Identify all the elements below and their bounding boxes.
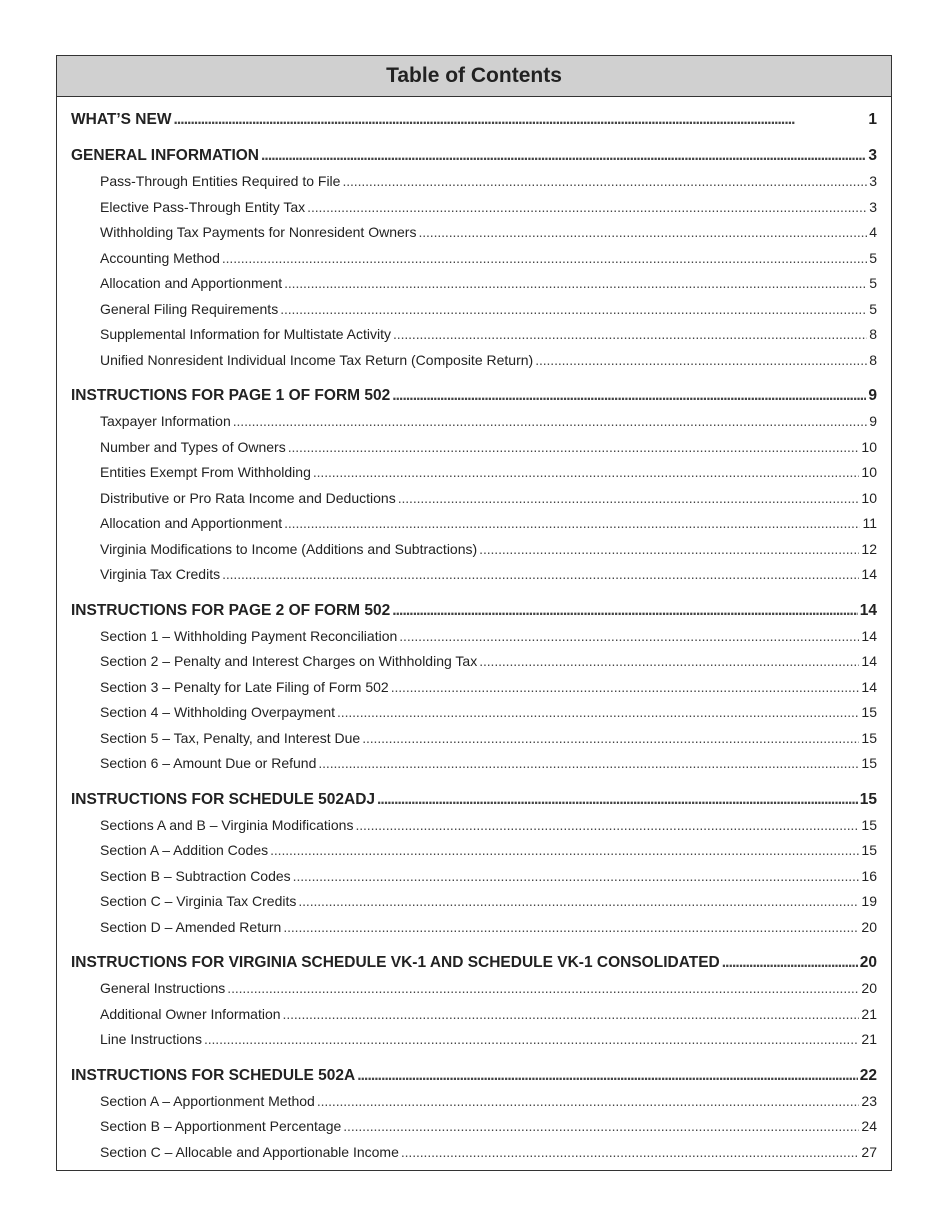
- toc-entry-label: Pass-Through Entities Required to File: [100, 173, 341, 189]
- toc-entry-label: Elective Pass-Through Entity Tax: [100, 198, 306, 215]
- toc-entry-label: Section B – Apportionment Percentage: [100, 1118, 342, 1134]
- dot-leader: [362, 726, 859, 752]
- toc-entry-label: General Filing Requirements: [100, 300, 279, 317]
- toc-entry[interactable]: [71, 348, 877, 374]
- dot-leader: [227, 976, 859, 1002]
- toc-entry-label: Entities Exempt From Withholding: [100, 464, 311, 480]
- toc-entry-label: Section D – Amended Return: [100, 918, 282, 935]
- toc-page-number: 10: [861, 464, 877, 480]
- dot-leader: [392, 383, 866, 409]
- dot-leader: [722, 950, 858, 976]
- toc-entry-label: Section 6 – Amount Due or Refund: [100, 755, 317, 771]
- toc-section-heading[interactable]: [71, 787, 877, 813]
- toc-entry-label: General Instructions: [100, 980, 226, 996]
- toc-entry[interactable]: [71, 169, 877, 195]
- toc-page-number: 21: [861, 1031, 877, 1047]
- dot-leader: [280, 297, 867, 323]
- toc-entry-label: Section C – Allocable and Apportionable Income: [100, 1143, 399, 1160]
- toc-entry-label: Virginia Modifications to Income (Additions and Subtractions): [100, 540, 478, 557]
- dot-leader: [479, 649, 859, 675]
- toc-entry-label: Virginia Tax Credits: [100, 566, 221, 582]
- dot-leader: [293, 864, 860, 890]
- toc-entry[interactable]: [71, 435, 877, 461]
- toc-heading-label: INSTRUCTIONS FOR SCHEDULE 502ADJ: [71, 790, 376, 808]
- dot-leader: [222, 246, 867, 272]
- toc-page-number: 15: [861, 816, 877, 833]
- toc-page-number: 10: [861, 489, 877, 506]
- toc-entry[interactable]: [71, 562, 877, 588]
- toc-entry-label: Section 5 – Tax, Penalty, and Interest Due: [100, 729, 361, 746]
- toc-box: [56, 55, 892, 1171]
- toc-entry[interactable]: [71, 409, 877, 435]
- dot-leader: [391, 675, 860, 701]
- dot-leader: [393, 322, 867, 348]
- toc-page-number: 15: [861, 842, 877, 858]
- toc-entry[interactable]: [71, 246, 877, 272]
- dot-leader: [337, 700, 859, 726]
- toc-page-number: 14: [861, 566, 877, 582]
- dot-leader: [173, 107, 866, 133]
- toc-section-heading[interactable]: [71, 1063, 877, 1089]
- toc-entry-label: Unified Nonresident Individual Income Tax Return (Composite Return): [100, 351, 534, 368]
- dot-leader: [317, 1089, 860, 1115]
- toc-entry-label: Section C – Virginia Tax Credits: [100, 893, 297, 909]
- toc-page-number: 19: [861, 893, 877, 909]
- toc-entry[interactable]: [71, 726, 877, 752]
- dot-leader: [222, 562, 859, 588]
- toc-entry-label: Additional Owner Information: [100, 1005, 281, 1022]
- toc-entry[interactable]: [71, 1114, 877, 1140]
- dot-leader: [283, 1002, 860, 1028]
- toc-heading-label: INSTRUCTIONS FOR VIRGINIA SCHEDULE VK-1 AND SCHEDULE VK-1 CONSOLIDATED: [71, 954, 720, 971]
- toc-page-number: 16: [861, 867, 877, 884]
- toc-entry[interactable]: [71, 322, 877, 348]
- dot-leader: [343, 1114, 859, 1140]
- toc-page-number: 20: [861, 918, 877, 935]
- dot-leader: [261, 143, 866, 169]
- toc-entry-label: Number and Types of Owners: [100, 438, 286, 455]
- toc-page-number: 15: [861, 704, 877, 720]
- toc-page-number: 3: [868, 147, 877, 164]
- dot-leader: [418, 220, 867, 246]
- toc-entry-label: Supplemental Information for Multistate Activity: [100, 326, 392, 342]
- dot-leader: [401, 1140, 860, 1166]
- toc-heading-label: INSTRUCTIONS FOR PAGE 1 OF FORM 502: [71, 387, 391, 404]
- toc-entry[interactable]: [71, 1002, 877, 1028]
- toc-section: [71, 143, 877, 373]
- toc-entry-label: Line Instructions: [100, 1031, 202, 1047]
- toc-entry-label: Taxpayer Information: [100, 413, 231, 429]
- toc-entry-label: Withholding Tax Payments for Nonresident Owners: [100, 224, 417, 240]
- toc-page-number: 23: [861, 1092, 877, 1109]
- toc-entry[interactable]: [71, 813, 877, 839]
- toc-entry[interactable]: [71, 751, 877, 777]
- toc-body: [57, 97, 891, 1165]
- toc-page-number: 5: [869, 300, 877, 317]
- dot-leader: [204, 1027, 859, 1053]
- dot-leader: [288, 435, 860, 461]
- toc-section-heading[interactable]: [71, 950, 877, 976]
- toc-entry[interactable]: [71, 297, 877, 323]
- toc-page-number: 15: [859, 790, 877, 808]
- toc-entry-label: Accounting Method: [100, 249, 220, 266]
- toc-page-number: 10: [861, 438, 877, 455]
- toc-entry[interactable]: [71, 1089, 877, 1115]
- toc-heading-label: INSTRUCTIONS FOR PAGE 2 OF FORM 502: [71, 601, 391, 619]
- toc-entry[interactable]: [71, 864, 877, 890]
- toc-entry-label: Allocation and Apportionment: [100, 515, 283, 531]
- dot-leader: [535, 348, 867, 374]
- toc-page-number: 1: [868, 111, 877, 128]
- dot-leader: [357, 1063, 858, 1089]
- toc-page-number: 8: [869, 351, 877, 368]
- toc-entry[interactable]: [71, 1140, 877, 1166]
- toc-section-heading[interactable]: [71, 107, 877, 133]
- toc-entry-label: Section A – Apportionment Method: [100, 1092, 315, 1109]
- toc-entry-label: Allocation and Apportionment: [100, 275, 283, 291]
- toc-entry[interactable]: [71, 675, 877, 701]
- dot-leader: [392, 598, 858, 624]
- toc-page-number: 27: [861, 1143, 877, 1160]
- toc-section: [71, 383, 877, 588]
- toc-entry-label: Section 1 – Withholding Payment Reconciliation: [100, 627, 398, 644]
- toc-entry[interactable]: [71, 195, 877, 221]
- toc-page-number: 24: [861, 1118, 877, 1134]
- toc-section-heading[interactable]: [71, 383, 877, 409]
- toc-entry[interactable]: [71, 649, 877, 675]
- toc-page-number: 3: [869, 173, 877, 189]
- toc-entry-label: Section B – Subtraction Codes: [100, 867, 291, 884]
- toc-page-number: 20: [861, 980, 877, 996]
- dot-leader: [284, 271, 867, 297]
- toc-entry-label: Section 4 – Withholding Overpayment: [100, 704, 336, 720]
- toc-entry[interactable]: [71, 889, 877, 915]
- dot-leader: [270, 838, 859, 864]
- toc-page-number: 15: [861, 755, 877, 771]
- dot-leader: [355, 813, 859, 839]
- toc-page-number: 14: [861, 653, 877, 669]
- toc-section: [71, 787, 877, 941]
- toc-entry[interactable]: [71, 915, 877, 941]
- toc-entry[interactable]: [71, 486, 877, 512]
- toc-entry-label: Distributive or Pro Rata Income and Deductions: [100, 489, 396, 506]
- dot-leader: [307, 195, 867, 221]
- toc-section: [71, 107, 877, 133]
- toc-page-number: 8: [869, 326, 877, 342]
- toc-entry[interactable]: [71, 537, 877, 563]
- dot-leader: [284, 511, 860, 537]
- toc-page-number: 9: [868, 387, 877, 404]
- toc-entry[interactable]: [71, 838, 877, 864]
- toc-page-number: 5: [869, 249, 877, 266]
- dot-leader: [399, 624, 859, 650]
- dot-leader: [233, 409, 867, 435]
- toc-entry[interactable]: [71, 460, 877, 486]
- toc-page-number: 20: [859, 954, 877, 971]
- dot-leader: [398, 486, 860, 512]
- toc-heading-label: WHAT’S NEW: [71, 111, 172, 128]
- toc-section-heading[interactable]: [71, 598, 877, 624]
- dot-leader: [298, 889, 859, 915]
- dot-leader: [313, 460, 860, 486]
- toc-page-number: 3: [869, 198, 877, 215]
- toc-page-number: 22: [859, 1066, 877, 1084]
- toc-entry[interactable]: [71, 271, 877, 297]
- toc-page-number: 5: [869, 275, 877, 291]
- toc-entry-label: Section 3 – Penalty for Late Filing of Form 502: [100, 678, 389, 695]
- toc-entry[interactable]: [71, 511, 877, 537]
- page-title: Table of Contents: [386, 64, 562, 87]
- toc-header: [57, 56, 891, 97]
- toc-section: [71, 598, 877, 777]
- toc-page-number: 11: [862, 515, 877, 531]
- dot-leader: [342, 169, 867, 195]
- toc-heading-label: GENERAL INFORMATION: [71, 147, 260, 164]
- toc-entry[interactable]: [71, 220, 877, 246]
- toc-page-number: 12: [861, 540, 877, 557]
- toc-entry-label: Section A – Addition Codes: [100, 842, 269, 858]
- toc-page-number: 14: [859, 601, 877, 619]
- toc-page-number: 4: [869, 224, 877, 240]
- dot-leader: [479, 537, 859, 563]
- dot-leader: [377, 787, 858, 813]
- toc-section: [71, 1063, 877, 1166]
- toc-page-number: 14: [861, 627, 877, 644]
- toc-section-heading[interactable]: [71, 143, 877, 169]
- dot-leader: [318, 751, 859, 777]
- toc-entry[interactable]: [71, 700, 877, 726]
- toc-page-number: 9: [869, 413, 877, 429]
- toc-entry[interactable]: [71, 976, 877, 1002]
- toc-page-number: 21: [861, 1005, 877, 1022]
- dot-leader: [283, 915, 859, 941]
- toc-heading-label: INSTRUCTIONS FOR SCHEDULE 502A: [71, 1066, 356, 1084]
- toc-page-number: 14: [861, 678, 877, 695]
- toc-entry-label: Sections A and B – Virginia Modifications: [100, 816, 354, 833]
- toc-page-number: 15: [861, 729, 877, 746]
- toc-entry[interactable]: [71, 1027, 877, 1053]
- toc-entry-label: Section 2 – Penalty and Interest Charges on Withholding Tax: [100, 653, 478, 669]
- toc-section: [71, 950, 877, 1053]
- toc-entry[interactable]: [71, 624, 877, 650]
